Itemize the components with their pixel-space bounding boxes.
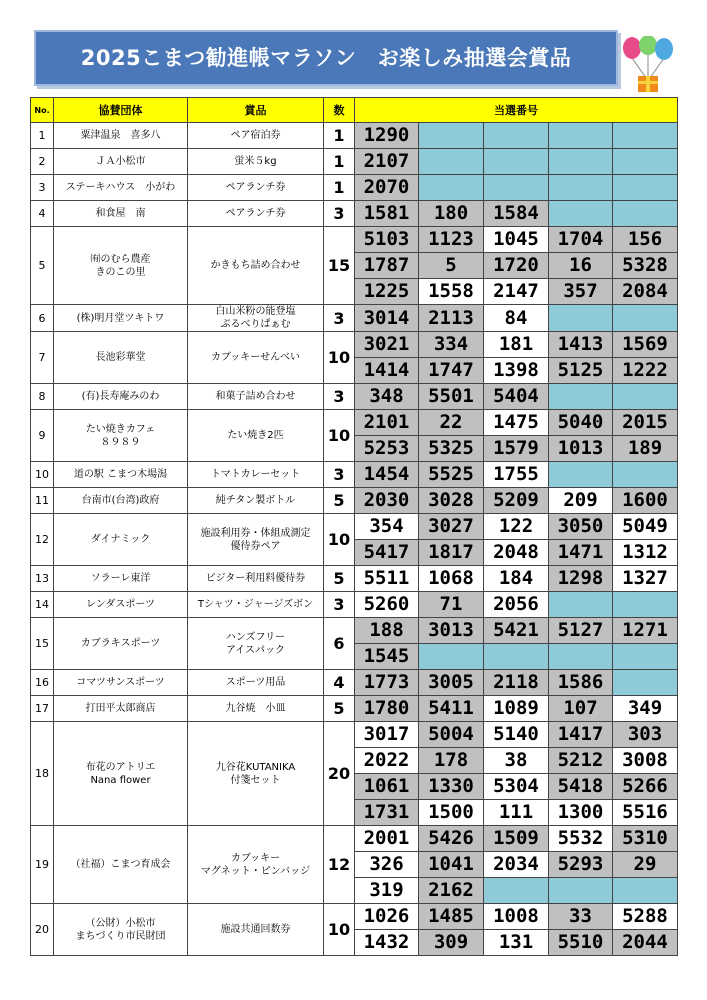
table-row bbox=[31, 592, 678, 618]
header-count: 数 bbox=[324, 98, 355, 123]
winning-number: 1041 bbox=[419, 852, 484, 878]
page-title: 2025こまつ勧進帳マラソン お楽しみ抽選会賞品 bbox=[34, 30, 618, 86]
empty-number-cell bbox=[419, 123, 484, 149]
winning-number: 2101 bbox=[355, 410, 419, 436]
winning-number: 1773 bbox=[355, 670, 419, 696]
winning-number: 16 bbox=[549, 253, 613, 279]
sponsor-name: 和食屋 南 bbox=[54, 201, 188, 227]
winning-number: 1327 bbox=[613, 566, 678, 592]
prize-count: 3 bbox=[324, 462, 355, 488]
balloon-gift-icon bbox=[618, 36, 680, 94]
prize-count: 5 bbox=[324, 488, 355, 514]
empty-number-cell bbox=[549, 384, 613, 410]
sponsor-name: ＪＡ小松市 bbox=[54, 149, 188, 175]
prize-table bbox=[30, 97, 678, 956]
winning-number: 1123 bbox=[419, 227, 484, 253]
prize-count: 3 bbox=[324, 305, 355, 332]
winning-number: 2044 bbox=[613, 930, 678, 956]
winning-number: 2118 bbox=[484, 670, 549, 696]
prize-name: トマトカレーセット bbox=[188, 462, 324, 488]
prize-name: 九谷花KUTANIKA 付箋セット bbox=[188, 722, 324, 826]
empty-number-cell bbox=[549, 644, 613, 670]
winning-number: 3028 bbox=[419, 488, 484, 514]
winning-number: 184 bbox=[484, 566, 549, 592]
row-number: 19 bbox=[31, 826, 54, 904]
winning-number: 5532 bbox=[549, 826, 613, 852]
winning-number: 178 bbox=[419, 748, 484, 774]
winning-number: 1061 bbox=[355, 774, 419, 800]
winning-number: 189 bbox=[613, 436, 678, 462]
winning-number: 1300 bbox=[549, 800, 613, 826]
prize-name: 施設共通回数券 bbox=[188, 904, 324, 956]
prize-count: 3 bbox=[324, 592, 355, 618]
winning-number: 1089 bbox=[484, 696, 549, 722]
prize-count: 12 bbox=[324, 826, 355, 904]
winning-number: 1500 bbox=[419, 800, 484, 826]
table-row bbox=[31, 410, 678, 436]
row-number: 5 bbox=[31, 227, 54, 305]
winning-number: 5293 bbox=[549, 852, 613, 878]
winning-number: 5417 bbox=[355, 540, 419, 566]
table-row bbox=[31, 332, 678, 358]
winning-number: 1817 bbox=[419, 540, 484, 566]
winning-number: 2084 bbox=[613, 279, 678, 305]
winning-number: 3008 bbox=[613, 748, 678, 774]
empty-number-cell bbox=[613, 462, 678, 488]
empty-number-cell bbox=[613, 878, 678, 904]
winning-number: 5288 bbox=[613, 904, 678, 930]
empty-number-cell bbox=[484, 175, 549, 201]
winning-number: 1432 bbox=[355, 930, 419, 956]
winning-number: 181 bbox=[484, 332, 549, 358]
winning-number: 5209 bbox=[484, 488, 549, 514]
winning-number: 354 bbox=[355, 514, 419, 540]
sponsor-name: 道の駅 こまつ木場潟 bbox=[54, 462, 188, 488]
table-row bbox=[31, 514, 678, 540]
winning-number: 5125 bbox=[549, 358, 613, 384]
header-sponsor: 協賛団体 bbox=[54, 98, 188, 123]
empty-number-cell bbox=[613, 201, 678, 227]
sponsor-name: コマツサンスポーツ bbox=[54, 670, 188, 696]
winning-number: 2147 bbox=[484, 279, 549, 305]
winning-number: 1731 bbox=[355, 800, 419, 826]
table-row bbox=[31, 123, 678, 149]
winning-number: 5421 bbox=[484, 618, 549, 644]
winning-number: 1417 bbox=[549, 722, 613, 748]
empty-number-cell bbox=[484, 878, 549, 904]
winning-number: 84 bbox=[484, 305, 549, 332]
row-number: 10 bbox=[31, 462, 54, 488]
empty-number-cell bbox=[549, 305, 613, 332]
prize-name: 九谷焼 小皿 bbox=[188, 696, 324, 722]
winning-number: 309 bbox=[419, 930, 484, 956]
winning-number: 2015 bbox=[613, 410, 678, 436]
winning-number: 107 bbox=[549, 696, 613, 722]
table-header-row bbox=[31, 98, 678, 123]
row-number: 13 bbox=[31, 566, 54, 592]
prize-name: かきもち詰め合わせ bbox=[188, 227, 324, 305]
winning-number: 5426 bbox=[419, 826, 484, 852]
winning-number: 1026 bbox=[355, 904, 419, 930]
sponsor-name: 粟津温泉 喜多八 bbox=[54, 123, 188, 149]
header-numbers: 当選番号 bbox=[355, 98, 678, 123]
winning-number: 5266 bbox=[613, 774, 678, 800]
prize-count: 3 bbox=[324, 201, 355, 227]
table-row bbox=[31, 696, 678, 722]
prize-count: 1 bbox=[324, 175, 355, 201]
empty-number-cell bbox=[613, 592, 678, 618]
header-no: No. bbox=[31, 98, 54, 123]
empty-number-cell bbox=[613, 305, 678, 332]
winning-number: 209 bbox=[549, 488, 613, 514]
winning-number: 326 bbox=[355, 852, 419, 878]
winning-number: 71 bbox=[419, 592, 484, 618]
winning-number: 2048 bbox=[484, 540, 549, 566]
prize-name: ペア宿泊券 bbox=[188, 123, 324, 149]
prize-count: 6 bbox=[324, 618, 355, 670]
prize-count: 5 bbox=[324, 696, 355, 722]
table-row bbox=[31, 227, 678, 253]
winning-number: 319 bbox=[355, 878, 419, 904]
empty-number-cell bbox=[613, 149, 678, 175]
winning-number: 1747 bbox=[419, 358, 484, 384]
winning-number: 1013 bbox=[549, 436, 613, 462]
winning-number: 1330 bbox=[419, 774, 484, 800]
prize-name: ペアランチ券 bbox=[188, 201, 324, 227]
winning-number: 122 bbox=[484, 514, 549, 540]
table-row bbox=[31, 488, 678, 514]
empty-number-cell bbox=[549, 878, 613, 904]
winning-number: 131 bbox=[484, 930, 549, 956]
sponsor-name: 打田平太郎商店 bbox=[54, 696, 188, 722]
prize-name: Tシャツ・ジャージズボン bbox=[188, 592, 324, 618]
row-number: 2 bbox=[31, 149, 54, 175]
prize-count: 15 bbox=[324, 227, 355, 305]
winning-number: 3005 bbox=[419, 670, 484, 696]
winning-number: 1545 bbox=[355, 644, 419, 670]
empty-number-cell bbox=[419, 149, 484, 175]
winning-number: 5525 bbox=[419, 462, 484, 488]
sponsor-name: ステーキハウス 小がわ bbox=[54, 175, 188, 201]
table-row bbox=[31, 904, 678, 930]
winning-number: 5040 bbox=[549, 410, 613, 436]
winning-number: 1485 bbox=[419, 904, 484, 930]
winning-number: 1414 bbox=[355, 358, 419, 384]
row-number: 6 bbox=[31, 305, 54, 332]
empty-number-cell bbox=[549, 123, 613, 149]
winning-number: 2056 bbox=[484, 592, 549, 618]
winning-number: 5501 bbox=[419, 384, 484, 410]
winning-number: 5253 bbox=[355, 436, 419, 462]
winning-number: 5510 bbox=[549, 930, 613, 956]
prize-name: スポーツ用品 bbox=[188, 670, 324, 696]
winning-number: 1312 bbox=[613, 540, 678, 566]
sponsor-name: （社福）こまつ育成会 bbox=[54, 826, 188, 904]
winning-number: 5328 bbox=[613, 253, 678, 279]
winning-number: 303 bbox=[613, 722, 678, 748]
winning-number: 357 bbox=[549, 279, 613, 305]
table-row bbox=[31, 722, 678, 748]
winning-number: 5404 bbox=[484, 384, 549, 410]
table-row bbox=[31, 201, 678, 227]
table-row bbox=[31, 618, 678, 644]
sponsor-name: (有)長寿庵みのわ bbox=[54, 384, 188, 410]
empty-number-cell bbox=[419, 175, 484, 201]
table-row bbox=[31, 175, 678, 201]
winning-number: 180 bbox=[419, 201, 484, 227]
table-row bbox=[31, 826, 678, 852]
sponsor-name: （公財）小松市 まちづくり市民財団 bbox=[54, 904, 188, 956]
sponsor-name: 長池彩華堂 bbox=[54, 332, 188, 384]
prize-count: 10 bbox=[324, 904, 355, 956]
winning-number: 2070 bbox=[355, 175, 419, 201]
winning-number: 22 bbox=[419, 410, 484, 436]
winning-number: 3013 bbox=[419, 618, 484, 644]
prize-count: 10 bbox=[324, 514, 355, 566]
winning-number: 1008 bbox=[484, 904, 549, 930]
row-number: 15 bbox=[31, 618, 54, 670]
prize-name: たい焼き2匹 bbox=[188, 410, 324, 462]
winning-number: 1509 bbox=[484, 826, 549, 852]
table-row bbox=[31, 384, 678, 410]
winning-number: 5418 bbox=[549, 774, 613, 800]
row-number: 16 bbox=[31, 670, 54, 696]
sponsor-name: たい焼きカフェ ８９８９ bbox=[54, 410, 188, 462]
winning-number: 2030 bbox=[355, 488, 419, 514]
winning-number: 1068 bbox=[419, 566, 484, 592]
winning-number: 5049 bbox=[613, 514, 678, 540]
winning-number: 5411 bbox=[419, 696, 484, 722]
prize-name: ハンズフリー アイスパック bbox=[188, 618, 324, 670]
empty-number-cell bbox=[549, 462, 613, 488]
winning-number: 2034 bbox=[484, 852, 549, 878]
winning-number: 1584 bbox=[484, 201, 549, 227]
row-number: 12 bbox=[31, 514, 54, 566]
winning-number: 1471 bbox=[549, 540, 613, 566]
prize-name: 純チタン製ボトル bbox=[188, 488, 324, 514]
empty-number-cell bbox=[419, 644, 484, 670]
winning-number: 1398 bbox=[484, 358, 549, 384]
winning-number: 3050 bbox=[549, 514, 613, 540]
empty-number-cell bbox=[549, 175, 613, 201]
empty-number-cell bbox=[484, 149, 549, 175]
winning-number: 1225 bbox=[355, 279, 419, 305]
winning-number: 1579 bbox=[484, 436, 549, 462]
winning-number: 33 bbox=[549, 904, 613, 930]
winning-number: 2113 bbox=[419, 305, 484, 332]
winning-number: 348 bbox=[355, 384, 419, 410]
winning-number: 1586 bbox=[549, 670, 613, 696]
winning-number: 1290 bbox=[355, 123, 419, 149]
winning-number: 1475 bbox=[484, 410, 549, 436]
table-row bbox=[31, 462, 678, 488]
empty-number-cell bbox=[613, 175, 678, 201]
winning-number: 5127 bbox=[549, 618, 613, 644]
empty-number-cell bbox=[613, 644, 678, 670]
prize-count: 10 bbox=[324, 410, 355, 462]
winning-number: 1298 bbox=[549, 566, 613, 592]
winning-number: 5516 bbox=[613, 800, 678, 826]
row-number: 7 bbox=[31, 332, 54, 384]
empty-number-cell bbox=[613, 384, 678, 410]
empty-number-cell bbox=[613, 123, 678, 149]
row-number: 17 bbox=[31, 696, 54, 722]
winning-number: 2162 bbox=[419, 878, 484, 904]
winning-number: 5310 bbox=[613, 826, 678, 852]
winning-number: 111 bbox=[484, 800, 549, 826]
prize-name: 白山米粉の能登塩 ぶるべりぱぁむ bbox=[188, 305, 324, 332]
table-row bbox=[31, 305, 678, 332]
winning-number: 2107 bbox=[355, 149, 419, 175]
prize-count: 5 bbox=[324, 566, 355, 592]
table-row bbox=[31, 149, 678, 175]
winning-number: 1787 bbox=[355, 253, 419, 279]
winning-number: 1045 bbox=[484, 227, 549, 253]
row-number: 3 bbox=[31, 175, 54, 201]
empty-number-cell bbox=[549, 201, 613, 227]
winning-number: 1600 bbox=[613, 488, 678, 514]
winning-number: 2001 bbox=[355, 826, 419, 852]
sponsor-name: レンダスポーツ bbox=[54, 592, 188, 618]
prize-count: 1 bbox=[324, 123, 355, 149]
empty-number-cell bbox=[549, 592, 613, 618]
winning-number: 5 bbox=[419, 253, 484, 279]
winning-number: 1271 bbox=[613, 618, 678, 644]
winning-number: 1704 bbox=[549, 227, 613, 253]
prize-count: 4 bbox=[324, 670, 355, 696]
prize-name: ビジター利用料優待券 bbox=[188, 566, 324, 592]
winning-number: 1581 bbox=[355, 201, 419, 227]
empty-number-cell bbox=[484, 644, 549, 670]
prize-count: 10 bbox=[324, 332, 355, 384]
winning-number: 3027 bbox=[419, 514, 484, 540]
winning-number: 3021 bbox=[355, 332, 419, 358]
winning-number: 334 bbox=[419, 332, 484, 358]
winning-number: 5260 bbox=[355, 592, 419, 618]
winning-number: 5304 bbox=[484, 774, 549, 800]
sponsor-name: ㈲のむら農産 きのこの里 bbox=[54, 227, 188, 305]
winning-number: 5140 bbox=[484, 722, 549, 748]
winning-number: 1413 bbox=[549, 332, 613, 358]
winning-number: 1780 bbox=[355, 696, 419, 722]
winning-number: 1222 bbox=[613, 358, 678, 384]
table-row bbox=[31, 566, 678, 592]
winning-number: 1558 bbox=[419, 279, 484, 305]
winning-number: 38 bbox=[484, 748, 549, 774]
empty-number-cell bbox=[549, 149, 613, 175]
sponsor-name: ダイナミック bbox=[54, 514, 188, 566]
empty-number-cell bbox=[613, 670, 678, 696]
winning-number: 29 bbox=[613, 852, 678, 878]
winning-number: 1755 bbox=[484, 462, 549, 488]
prize-count: 20 bbox=[324, 722, 355, 826]
row-number: 11 bbox=[31, 488, 54, 514]
row-number: 14 bbox=[31, 592, 54, 618]
sponsor-name: カブラキスポーツ bbox=[54, 618, 188, 670]
winning-number: 349 bbox=[613, 696, 678, 722]
prize-count: 3 bbox=[324, 384, 355, 410]
sponsor-name: (株)明月堂ツキトワ bbox=[54, 305, 188, 332]
sponsor-name: ソラーレ東洋 bbox=[54, 566, 188, 592]
row-number: 4 bbox=[31, 201, 54, 227]
winning-number: 5325 bbox=[419, 436, 484, 462]
winning-number: 5212 bbox=[549, 748, 613, 774]
prize-name: 蛍米５kg bbox=[188, 149, 324, 175]
row-number: 18 bbox=[31, 722, 54, 826]
prize-name: カブッキー マグネット・ピンバッジ bbox=[188, 826, 324, 904]
winning-number: 1569 bbox=[613, 332, 678, 358]
prize-count: 1 bbox=[324, 149, 355, 175]
prize-name: 施設利用券・体組成測定 優待券ペア bbox=[188, 514, 324, 566]
sponsor-name: 布花のアトリエ Nana flower bbox=[54, 722, 188, 826]
winning-number: 1454 bbox=[355, 462, 419, 488]
header-prize: 賞品 bbox=[188, 98, 324, 123]
table-row bbox=[31, 670, 678, 696]
sponsor-name: 台南市(台湾)政府 bbox=[54, 488, 188, 514]
winning-number: 156 bbox=[613, 227, 678, 253]
winning-number: 5103 bbox=[355, 227, 419, 253]
row-number: 9 bbox=[31, 410, 54, 462]
winning-number: 3017 bbox=[355, 722, 419, 748]
winning-number: 2022 bbox=[355, 748, 419, 774]
row-number: 20 bbox=[31, 904, 54, 956]
winning-number: 188 bbox=[355, 618, 419, 644]
prize-name: ペアランチ券 bbox=[188, 175, 324, 201]
winning-number: 1720 bbox=[484, 253, 549, 279]
winning-number: 5004 bbox=[419, 722, 484, 748]
winning-number: 3014 bbox=[355, 305, 419, 332]
winning-number: 5511 bbox=[355, 566, 419, 592]
empty-number-cell bbox=[484, 123, 549, 149]
prize-name: 和菓子詰め合わせ bbox=[188, 384, 324, 410]
prize-name: カブッキーせんべい bbox=[188, 332, 324, 384]
row-number: 1 bbox=[31, 123, 54, 149]
row-number: 8 bbox=[31, 384, 54, 410]
